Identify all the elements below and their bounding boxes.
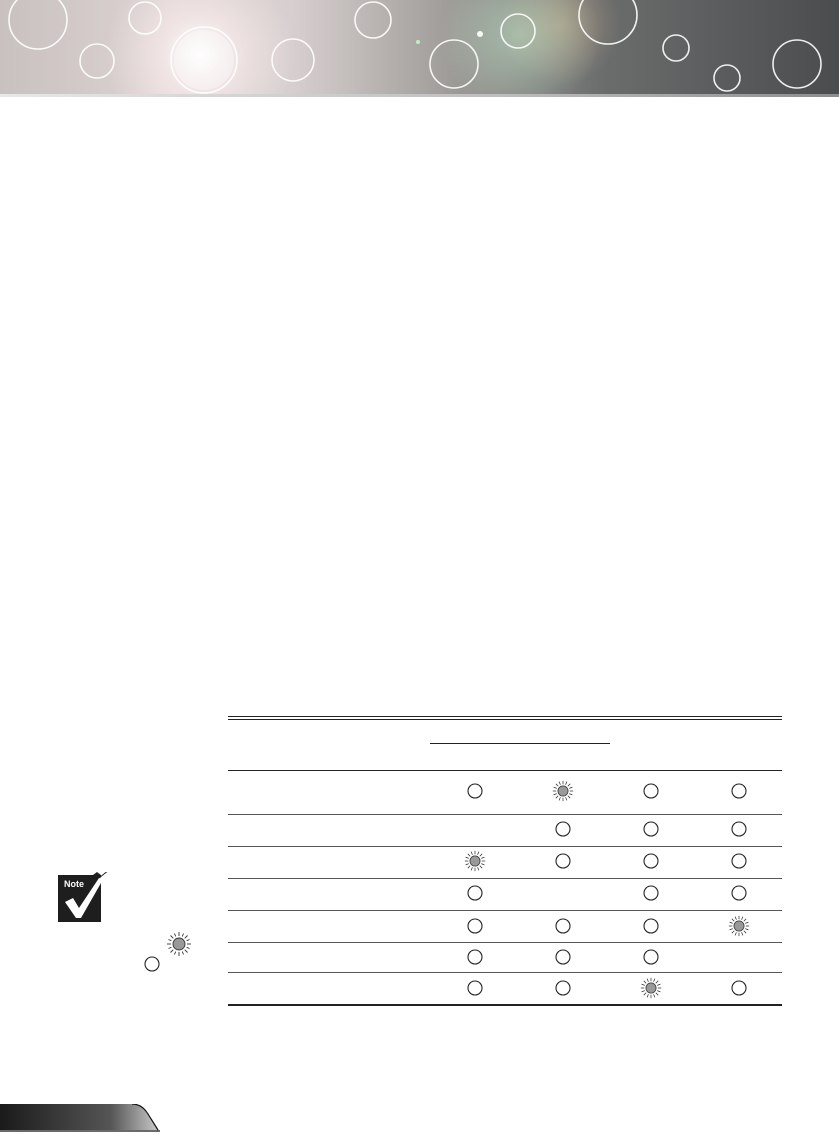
row-rule	[228, 910, 782, 911]
status-off-icon	[642, 852, 660, 870]
status-off-icon	[466, 782, 484, 800]
header-group-rule	[430, 743, 610, 744]
table-top-rule-2	[228, 719, 782, 720]
header-banner	[0, 0, 839, 97]
status-off-icon	[642, 820, 660, 838]
status-off-icon	[730, 820, 748, 838]
status-off-icon	[466, 917, 484, 935]
status-off-icon	[554, 820, 572, 838]
note-label: Note	[64, 879, 84, 889]
row-rule	[228, 878, 782, 879]
status-off-icon	[642, 948, 660, 966]
banner-bubbles	[0, 0, 839, 97]
status-off-icon	[554, 979, 572, 997]
status-off-icon	[642, 884, 660, 902]
status-off-icon	[554, 948, 572, 966]
status-off-icon	[730, 782, 748, 800]
status-on-icon	[728, 915, 750, 937]
row-rule	[228, 814, 782, 815]
status-off-icon	[466, 979, 484, 997]
status-on-icon	[464, 850, 486, 872]
status-off-icon	[730, 852, 748, 870]
note-icon	[55, 872, 111, 926]
table-top-rule	[228, 716, 782, 717]
row-rule	[228, 942, 782, 943]
row-rule	[228, 972, 782, 973]
status-on-icon	[640, 977, 662, 999]
page-footer-tab	[0, 1104, 170, 1134]
status-on-icon	[552, 780, 574, 802]
row-rule	[228, 846, 782, 847]
status-off-icon	[466, 948, 484, 966]
header-bottom-rule	[228, 770, 782, 771]
table-bottom-rule	[228, 1004, 782, 1006]
status-off-icon	[554, 852, 572, 870]
status-off-icon	[730, 979, 748, 997]
status-off-icon	[642, 917, 660, 935]
status-off-icon	[466, 884, 484, 902]
circle-icon	[143, 955, 161, 973]
status-off-icon	[642, 782, 660, 800]
status-off-icon	[554, 917, 572, 935]
sun-icon	[166, 931, 192, 957]
status-off-icon	[730, 884, 748, 902]
